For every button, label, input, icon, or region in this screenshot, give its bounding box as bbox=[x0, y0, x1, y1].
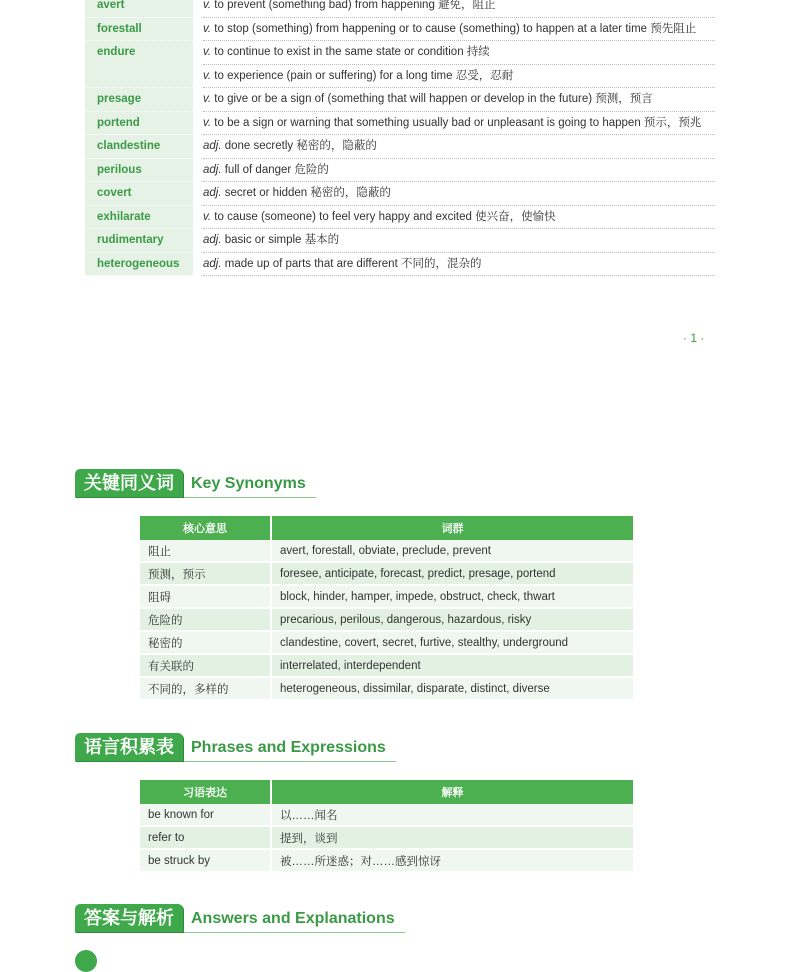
vocab-row bbox=[85, 229, 715, 253]
definition-text: to experience (pain or suffering) for a long time 忍受，忍耐 bbox=[211, 69, 514, 82]
table-cell: 危险的 bbox=[140, 608, 271, 631]
table-row bbox=[140, 585, 634, 608]
vocab-row bbox=[85, 88, 715, 112]
column-header: 习语表达 bbox=[140, 780, 271, 804]
table-row bbox=[140, 804, 634, 826]
vocab-definition bbox=[203, 112, 715, 136]
vocab-definition bbox=[203, 229, 715, 253]
heading-en: Answers and Explanations bbox=[191, 910, 395, 927]
table-cell: 秘密的 bbox=[140, 631, 271, 654]
definition-text: to stop (something) from happening or to cause (something) to happen at a later time 预先阻止 bbox=[211, 22, 697, 35]
synonyms-table bbox=[140, 516, 635, 701]
table-row bbox=[140, 849, 634, 872]
vocab-word: covert bbox=[85, 182, 193, 206]
table-cell: 不同的，多样的 bbox=[140, 677, 271, 700]
definition-text: to be a sign or warning that something usually bad or unpleasant is going to happen 预示，预兆 bbox=[211, 116, 702, 129]
table-cell: 被……所迷惑；对……感到惊讶 bbox=[271, 849, 634, 872]
heading-cn: 关键同义词 bbox=[75, 469, 183, 497]
table-cell: foresee, anticipate, forecast, predict, presage, portend bbox=[271, 562, 634, 585]
part-of-speech: adj. bbox=[203, 140, 222, 152]
table-cell: 阻碍 bbox=[140, 585, 271, 608]
part-of-speech: v. bbox=[203, 210, 212, 223]
part-of-speech: adj. bbox=[203, 257, 222, 270]
definition-text: full of danger 危险的 bbox=[221, 163, 329, 176]
part-of-speech: v. bbox=[203, 93, 212, 105]
table-cell: 以……闻名 bbox=[271, 804, 634, 826]
table-cell: interrelated, interdependent bbox=[271, 654, 634, 677]
table-cell: 提到，谈到 bbox=[271, 826, 634, 849]
table-cell: heterogeneous, dissimilar, disparate, distinct, diverse bbox=[271, 677, 634, 700]
part-of-speech: v. bbox=[203, 22, 212, 35]
vocab-row bbox=[85, 159, 715, 183]
definition-text: to continue to exist in the same state or condition 持续 bbox=[211, 46, 490, 58]
part-of-speech: v. bbox=[203, 46, 212, 58]
column-header: 词群 bbox=[271, 516, 634, 540]
vocab-row bbox=[85, 182, 715, 206]
vocab-definition bbox=[203, 159, 715, 183]
table-cell: precarious, perilous, dangerous, hazardous, risky bbox=[271, 608, 634, 631]
table-cell: avert, forestall, obviate, preclude, prevent bbox=[271, 540, 634, 562]
table-cell: be known for bbox=[140, 804, 271, 826]
vocab-definition bbox=[203, 0, 715, 18]
vocab-word: perilous bbox=[85, 159, 193, 183]
heading-cn: 答案与解析 bbox=[75, 904, 183, 932]
definition-text: basic or simple 基本的 bbox=[221, 234, 340, 246]
heading-cn: 语言积累表 bbox=[75, 733, 183, 761]
table-header bbox=[140, 780, 634, 804]
table-row bbox=[140, 677, 634, 700]
table-cell: 阻止 bbox=[140, 540, 271, 562]
vocab-word: portend bbox=[85, 112, 193, 136]
table-cell: block, hinder, hamper, impede, obstruct, check, thwart bbox=[271, 585, 634, 608]
table-row bbox=[140, 608, 634, 631]
vocab-row bbox=[85, 253, 715, 277]
table-cell: clandestine, covert, secret, furtive, stealthy, underground bbox=[271, 631, 634, 654]
vocabulary-table bbox=[85, 0, 715, 276]
table-row bbox=[140, 826, 634, 849]
table-row bbox=[140, 540, 634, 562]
table-cell: refer to bbox=[140, 826, 271, 849]
part-of-speech: adj. bbox=[203, 163, 222, 176]
vocab-definition bbox=[203, 65, 715, 89]
definition-text: secret or hidden 秘密的，隐蔽的 bbox=[221, 187, 391, 199]
vocab-word: forestall bbox=[85, 18, 193, 42]
vocab-definition bbox=[203, 18, 715, 42]
definition-text: to prevent (something bad) from happening 避免，阻止 bbox=[211, 0, 496, 11]
part-of-speech: adj. bbox=[203, 234, 222, 246]
part-of-speech: v. bbox=[203, 0, 212, 11]
vocab-word: endure bbox=[85, 41, 193, 88]
part-of-speech: v. bbox=[203, 116, 212, 129]
vocab-row bbox=[85, 112, 715, 136]
vocab-definition bbox=[203, 41, 715, 65]
table-cell: 预测，预示 bbox=[140, 562, 271, 585]
vocab-definition bbox=[203, 253, 715, 277]
column-header: 解释 bbox=[271, 780, 634, 804]
table-cell: be struck by bbox=[140, 849, 271, 872]
vocab-word: rudimentary bbox=[85, 229, 193, 253]
vocab-definition bbox=[203, 182, 715, 206]
part-of-speech: adj. bbox=[203, 187, 222, 199]
heading-en: Key Synonyms bbox=[191, 475, 306, 492]
definition-text: done secretly 秘密的，隐蔽的 bbox=[221, 140, 377, 152]
column-header: 核心意思 bbox=[140, 516, 271, 540]
phrases-table bbox=[140, 780, 635, 873]
definition-text: made up of parts that are different 不同的，混杂的 bbox=[221, 257, 482, 270]
table-header bbox=[140, 516, 634, 540]
question-number-badge bbox=[75, 950, 97, 972]
table-row bbox=[140, 562, 634, 585]
page-number: · 1 · bbox=[683, 331, 705, 345]
definition-text: to give or be a sign of (something that will happen or develop in the future) 预测，预言 bbox=[211, 93, 653, 105]
table-cell: 有关联的 bbox=[140, 654, 271, 677]
vocab-row bbox=[85, 206, 715, 230]
answers-heading bbox=[75, 904, 405, 933]
phrases-heading bbox=[75, 733, 396, 762]
vocab-word: presage bbox=[85, 88, 193, 112]
vocab-row bbox=[85, 41, 715, 88]
vocab-definition bbox=[203, 206, 715, 230]
table-row bbox=[140, 631, 634, 654]
vocab-row bbox=[85, 18, 715, 42]
key-synonyms-heading bbox=[75, 469, 316, 498]
vocab-row bbox=[85, 135, 715, 159]
vocab-row bbox=[85, 0, 715, 18]
vocab-word: heterogeneous bbox=[85, 253, 193, 277]
vocab-definition bbox=[203, 88, 715, 112]
definition-text: to cause (someone) to feel very happy and excited 使兴奋，使愉快 bbox=[211, 210, 556, 223]
vocab-word: avert bbox=[85, 0, 193, 18]
vocab-definition bbox=[203, 135, 715, 159]
heading-en: Phrases and Expressions bbox=[191, 739, 386, 756]
part-of-speech: v. bbox=[203, 69, 212, 82]
vocab-word: exhilarate bbox=[85, 206, 193, 230]
table-row bbox=[140, 654, 634, 677]
vocab-word: clandestine bbox=[85, 135, 193, 159]
